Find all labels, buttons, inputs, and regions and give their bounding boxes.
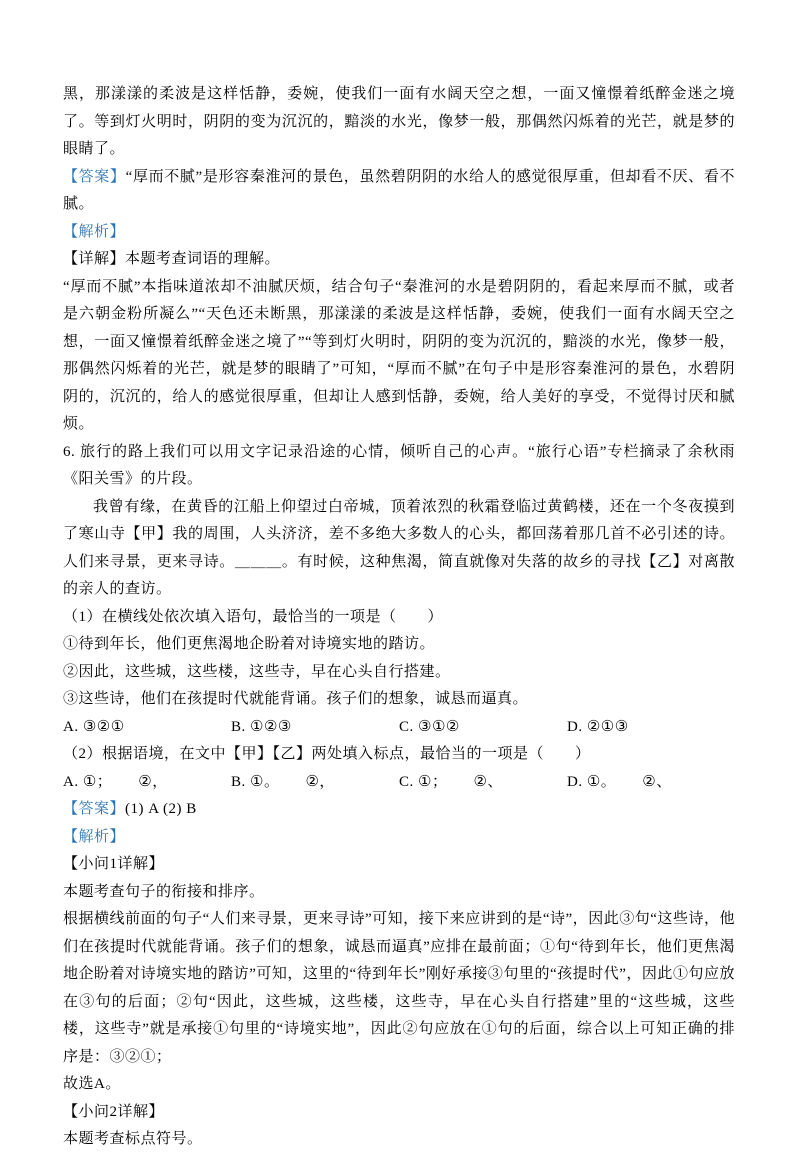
sub-question-2-detail-intro: 本题考查标点符号。 xyxy=(63,1131,203,1147)
option-d: D. ①。 ②、 xyxy=(567,773,672,790)
document-content xyxy=(63,81,735,1154)
options-row-sub-question-2 xyxy=(63,769,735,797)
analysis-label: 【解析】 xyxy=(63,223,126,240)
answer-text: (1) A (2) B xyxy=(125,801,197,817)
sub-question-1-stem: （1）在横线处依次填入语句，最恰当的一项是（ ） xyxy=(63,608,444,625)
option-a: A. ③②① xyxy=(63,718,125,735)
answer-line-q6 xyxy=(63,796,735,824)
sub-question-1-detail-body: 根据横线前面的句子“人们来寻景，更来寻诗”可知，接下来应讲到的是“诗”，因此③句“这些诗，他们在孩提时代就能背诵。孩子们的想象，诚恳而逼真”应排在最前面；①句“待到年长，他们更焦渴地企盼着对诗境实地的踏访”可知，这里的“待到年长”刚好承接③句里的“孩提时代”，因此①句应放在③句的后面；②句“因此，这些城，这些楼，这些寺，早在心头自行搭建”里的“这些城，这些楼，这些寺”就是承接①句里的“诗境实地”，因此②句应放在①句的后面，综合以上可知正确的排序是：③②①； xyxy=(63,911,735,1065)
detail-explanation-q5: “厚而不腻”本指味道浓却不油腻厌烦，结合句子“秦淮河的水是碧阴阴的，看起来厚而不腻，或者是六朝金粉所凝么”“天色还未断黑，那漾漾的柔波是这样恬静，委婉，使我们一面有水阔天空之想，一面又憧憬着纸醉金迷之境了”“等到灯火明时，阴阴的变为沉沉的，黯淡的水光，像梦一般，那偶然闪烁着的光芒，就是梦的眼睛了”可知，“厚而不腻”在句子中是形容秦淮河的景色，水碧阴阴的，沉沉的，给人的感觉很厚重，但却让人感到恬静，委婉，给人美好的享受，不觉得讨厌和腻烦。 xyxy=(63,278,735,432)
question-6-stem: 6. 旅行的路上我们可以用文字记录沿途的心情，倾听自己的心声。“旅行心语”专栏摘录了余秋雨《阳关雪》的片段。 xyxy=(63,443,735,487)
sub-question-1-detail-intro: 本题考查句子的衔接和排序。 xyxy=(63,883,265,900)
option-b: B. ①②③ xyxy=(231,718,292,735)
question-6-passage: 我曾有缘，在黄昏的江船上仰望过白帝城，顶着浓烈的秋霜登临过黄鹤楼，还在一个冬夜摸到了寒山寺【甲】我的周围，人头济济，差不多绝大多数人的心头，都回荡着那几首不必引述的诗。人们来寻景，更来寻诗。＿＿＿。有时候，这种焦渴，简直就像对失落的故乡的寻找【乙】对离散的亲人的查访。 xyxy=(63,498,735,597)
analysis-line-q5 xyxy=(63,219,735,247)
passage-continuation: 黑，那漾漾的柔波是这样恬静，委婉，使我们一面有水阔天空之想，一面又憧憬着纸醉金迷之境了。等到灯火明时，阴阴的变为沉沉的，黯淡的水光，像梦一般，那偶然闪烁着的光芒，就是梦的眼睛了。 xyxy=(63,86,735,157)
options-row-sub-question-1 xyxy=(63,714,735,742)
option-b: B. ①。 ②， xyxy=(231,773,335,790)
analysis-label: 【解析】 xyxy=(63,828,126,845)
sub-question-2-detail-heading: 【小问2详解】 xyxy=(63,1103,165,1120)
sentence-1: ①待到年长，他们更焦渴地企盼着对诗境实地的踏访。 xyxy=(63,636,436,652)
option-c: C. ①； ②、 xyxy=(399,773,503,790)
option-d: D. ②①③ xyxy=(567,718,629,735)
answer-label: 【答案】 xyxy=(63,168,126,185)
option-a: A. ①； ②， xyxy=(63,773,168,790)
analysis-line-q6 xyxy=(63,824,735,852)
answer-text: “厚而不腻”是形容秦淮河的景色，虽然碧阴阴的水给人的感觉很厚重，但却看不厌、看不腻。 xyxy=(63,168,735,212)
answer-line-q5 xyxy=(63,164,735,219)
detail-heading-q5: 【详解】本题考查词语的理解。 xyxy=(63,251,281,267)
sub-question-2-stem: （2）根据语境，在文中【甲】【乙】两处填入标点，最恰当的一项是（ ） xyxy=(63,746,591,762)
sentence-2: ②因此，这些城，这些楼，这些寺，早在心头自行搭建。 xyxy=(63,663,451,680)
answer-label: 【答案】 xyxy=(63,801,126,817)
option-c: C. ③①② xyxy=(399,718,460,735)
sub-question-1-detail-heading: 【小问1详解】 xyxy=(63,856,165,872)
sub-question-1-conclusion: 故选A。 xyxy=(63,1076,121,1092)
sentence-3: ③这些诗，他们在孩提时代就能背诵。孩子们的想象，诚恳而逼真。 xyxy=(63,691,529,707)
